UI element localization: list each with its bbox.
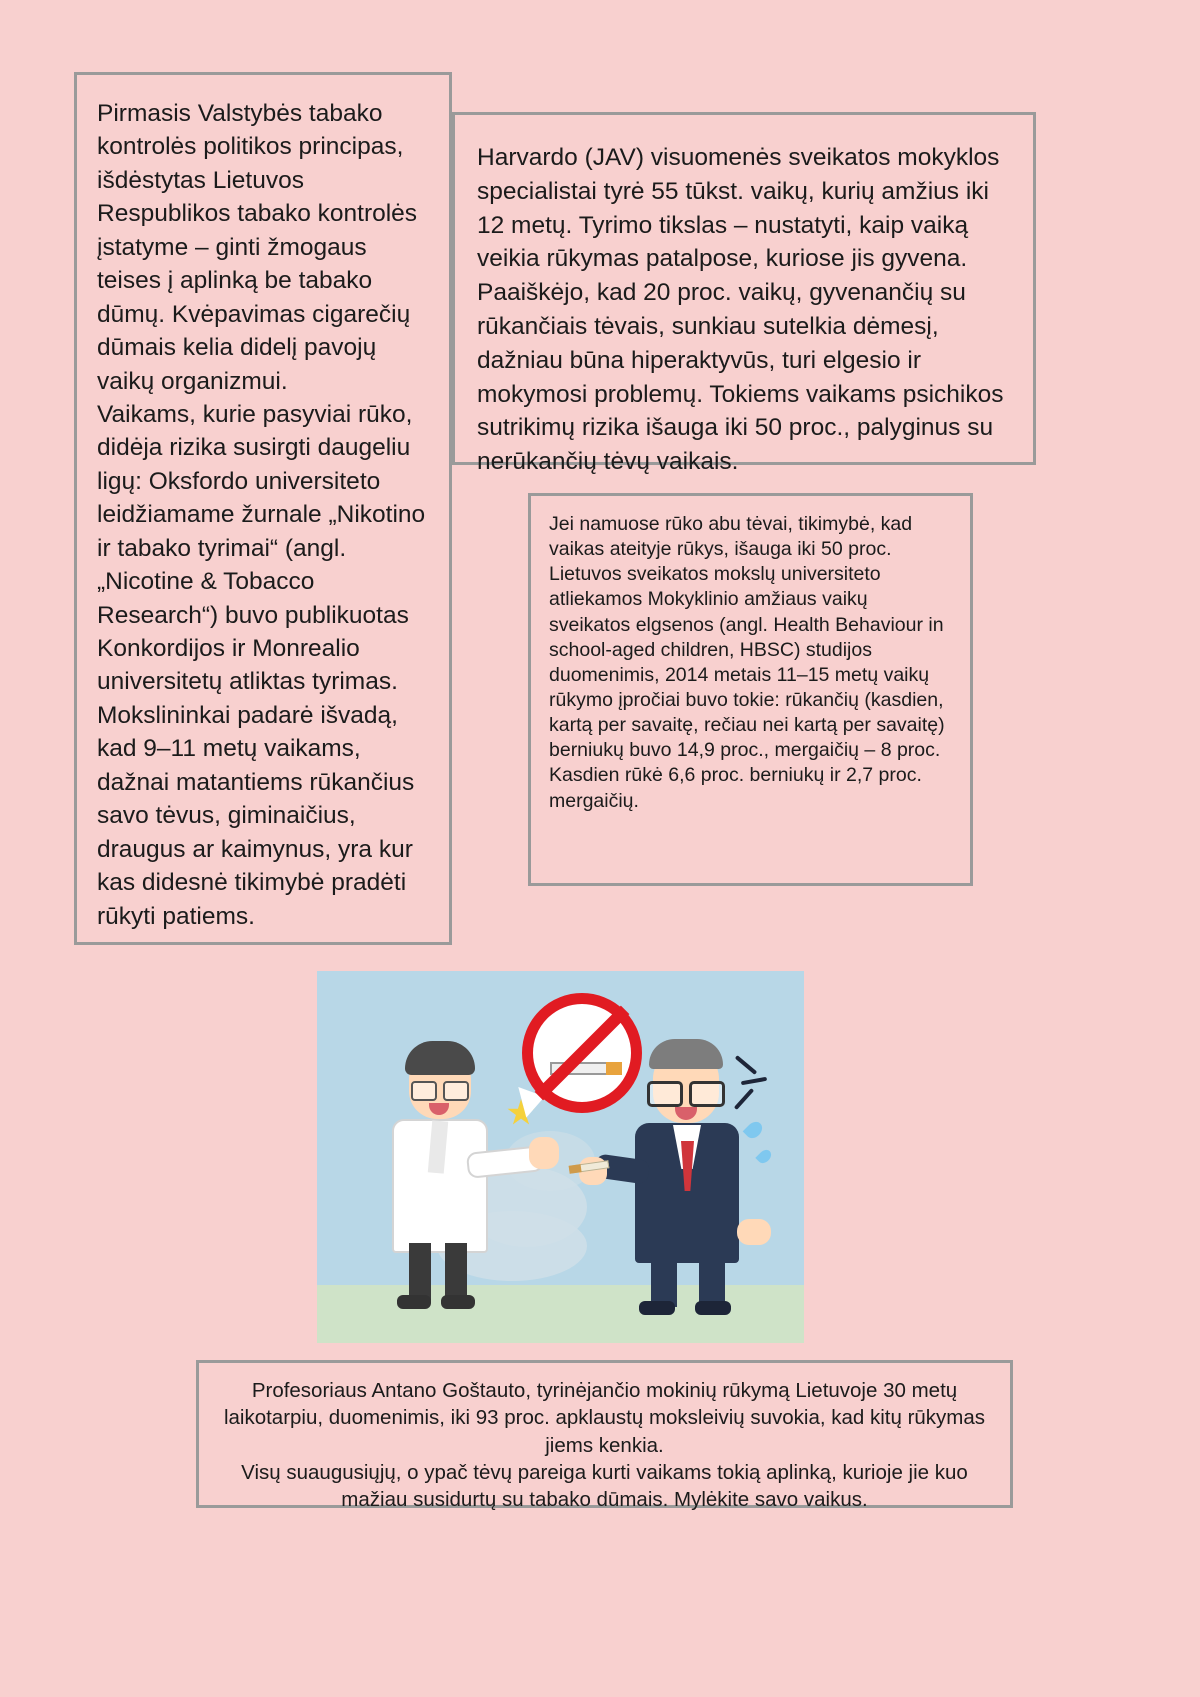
bottom-summary-panel [196, 1360, 1013, 1511]
no-smoking-sign-icon [522, 993, 642, 1113]
doctor-thumbs-down-icon [529, 1137, 559, 1169]
smoker-hand-right [737, 1219, 771, 1245]
bottom-paragraph-1: Profesoriaus Antano Goštauto, tyrinėjančio mokinių rūkymą Lietuvoje 30 metų laikotarpiu, duomenimis, iki 93 proc. apklaustų moksleivių suvokia, kad kitų rūkymas jiems kenkia. [223, 1379, 986, 1457]
doctor-glasses-icon [409, 1081, 471, 1097]
doctor-shoe-right [441, 1295, 475, 1309]
doctor-leg-left [409, 1243, 431, 1301]
harvard-study-panel [452, 112, 1036, 476]
hbsc-paragraph-2: Lietuvos sveikatos mokslų universiteto atliekamos Mokyklinio amžiaus vaikų sveikatos elgsenos (angl. Health Behaviour in school-aged children, HBSC) studijos duomenimis, 2014 metais 11–15 metų vaikų rūkymo įpročiai buvo tokie: rūkančių (kasdien, kartą per savaitę, rečiau nei kartą per savaitę) berniukų buvo 14,9 proc., mergaičių – 8 proc. Kasdien rūkė 6,6 proc. berniukų ir 2,7 proc. mergaičių. [549, 563, 945, 812]
illustration-panel [317, 971, 804, 1343]
smoker-shoe-right [695, 1301, 731, 1315]
harvard-paragraph-1: Harvardo (JAV) visuomenės sveikatos mokyklos specialistai tyrė 55 tūkst. vaikų, kurių amžius iki 12 metų. Tyrimo tikslas – nustatyti, kaip vaiką veikia rūkymas patalpose, kuriose jis gyvena. Paaiškėjo, kad 20 proc. vaikų, gyvenančių su rūkančiais tėvais, sunkiau sutelkia dėmesį, dažniau būna hiperaktyvūs, turi elgesio ir mokymosi problemų. Tokiems vaikams psichikos sutrikimų rizika išauga iki 50 proc., palyginus su nerūkančių tėvų vaikais. [477, 144, 1004, 476]
smoker-shoe-left [639, 1301, 675, 1315]
doctor-shoe-left [397, 1295, 431, 1309]
bottom-paragraph-2: Visų suaugusiųjų, o ypač tėvų pareiga kurti vaikams tokią aplinką, kurioje jie kuo mažiau susidurtų su tabako dūmais. Mylėkite savo vaikus. [241, 1460, 968, 1511]
smoker-leg-right [699, 1257, 725, 1307]
doctor-and-smoker-illustration [317, 971, 804, 1343]
left-paragraph-2: Vaikams, kurie pasyviai rūko, didėja rizika susirgti daugeliu ligų: Oksfordo universiteto leidžiamame žurnale „Nikotino ir tabako tyrimai“ (angl. „Nicotine & Tobacco Research“) buvo publikuotas Konkordijos ir Monrealio universitetų atliktas tyrimas. [97, 400, 426, 696]
doctor-hair [405, 1041, 475, 1075]
left-paragraph-1: Pirmasis Valstybės tabako kontrolės politikos principas, išdėstytas Lietuvos Respublikos tabako kontrolės įstatyme – ginti žmogaus teises į aplinką be tabako dūmų. Kvėpavimas cigarečių dūmais kelia didelį pavojų vaikų organizmui. [97, 100, 418, 395]
smoker-hair [649, 1039, 723, 1069]
prohibition-slash [535, 1006, 630, 1101]
left-text-panel [74, 72, 452, 945]
doctor-leg-right [445, 1243, 467, 1301]
left-paragraph-3: Mokslininkai padarė išvadą, kad 9–11 metų vaikams, dažnai matantiems rūkančius savo tėvus, giminaičius, draugus ar kaimynus, yra kur kas didesnė tikimybė pradėti rūkyti patiems. [97, 701, 415, 930]
smoker-leg-left [651, 1257, 677, 1307]
illustration-ground [317, 1285, 804, 1343]
hbsc-study-panel [528, 493, 973, 886]
smoker-glasses-icon [647, 1081, 725, 1101]
hbsc-paragraph-1: Jei namuose rūko abu tėvai, tikimybė, kad vaikas ateityje rūkys, išauga iki 50 proc. [549, 513, 913, 561]
